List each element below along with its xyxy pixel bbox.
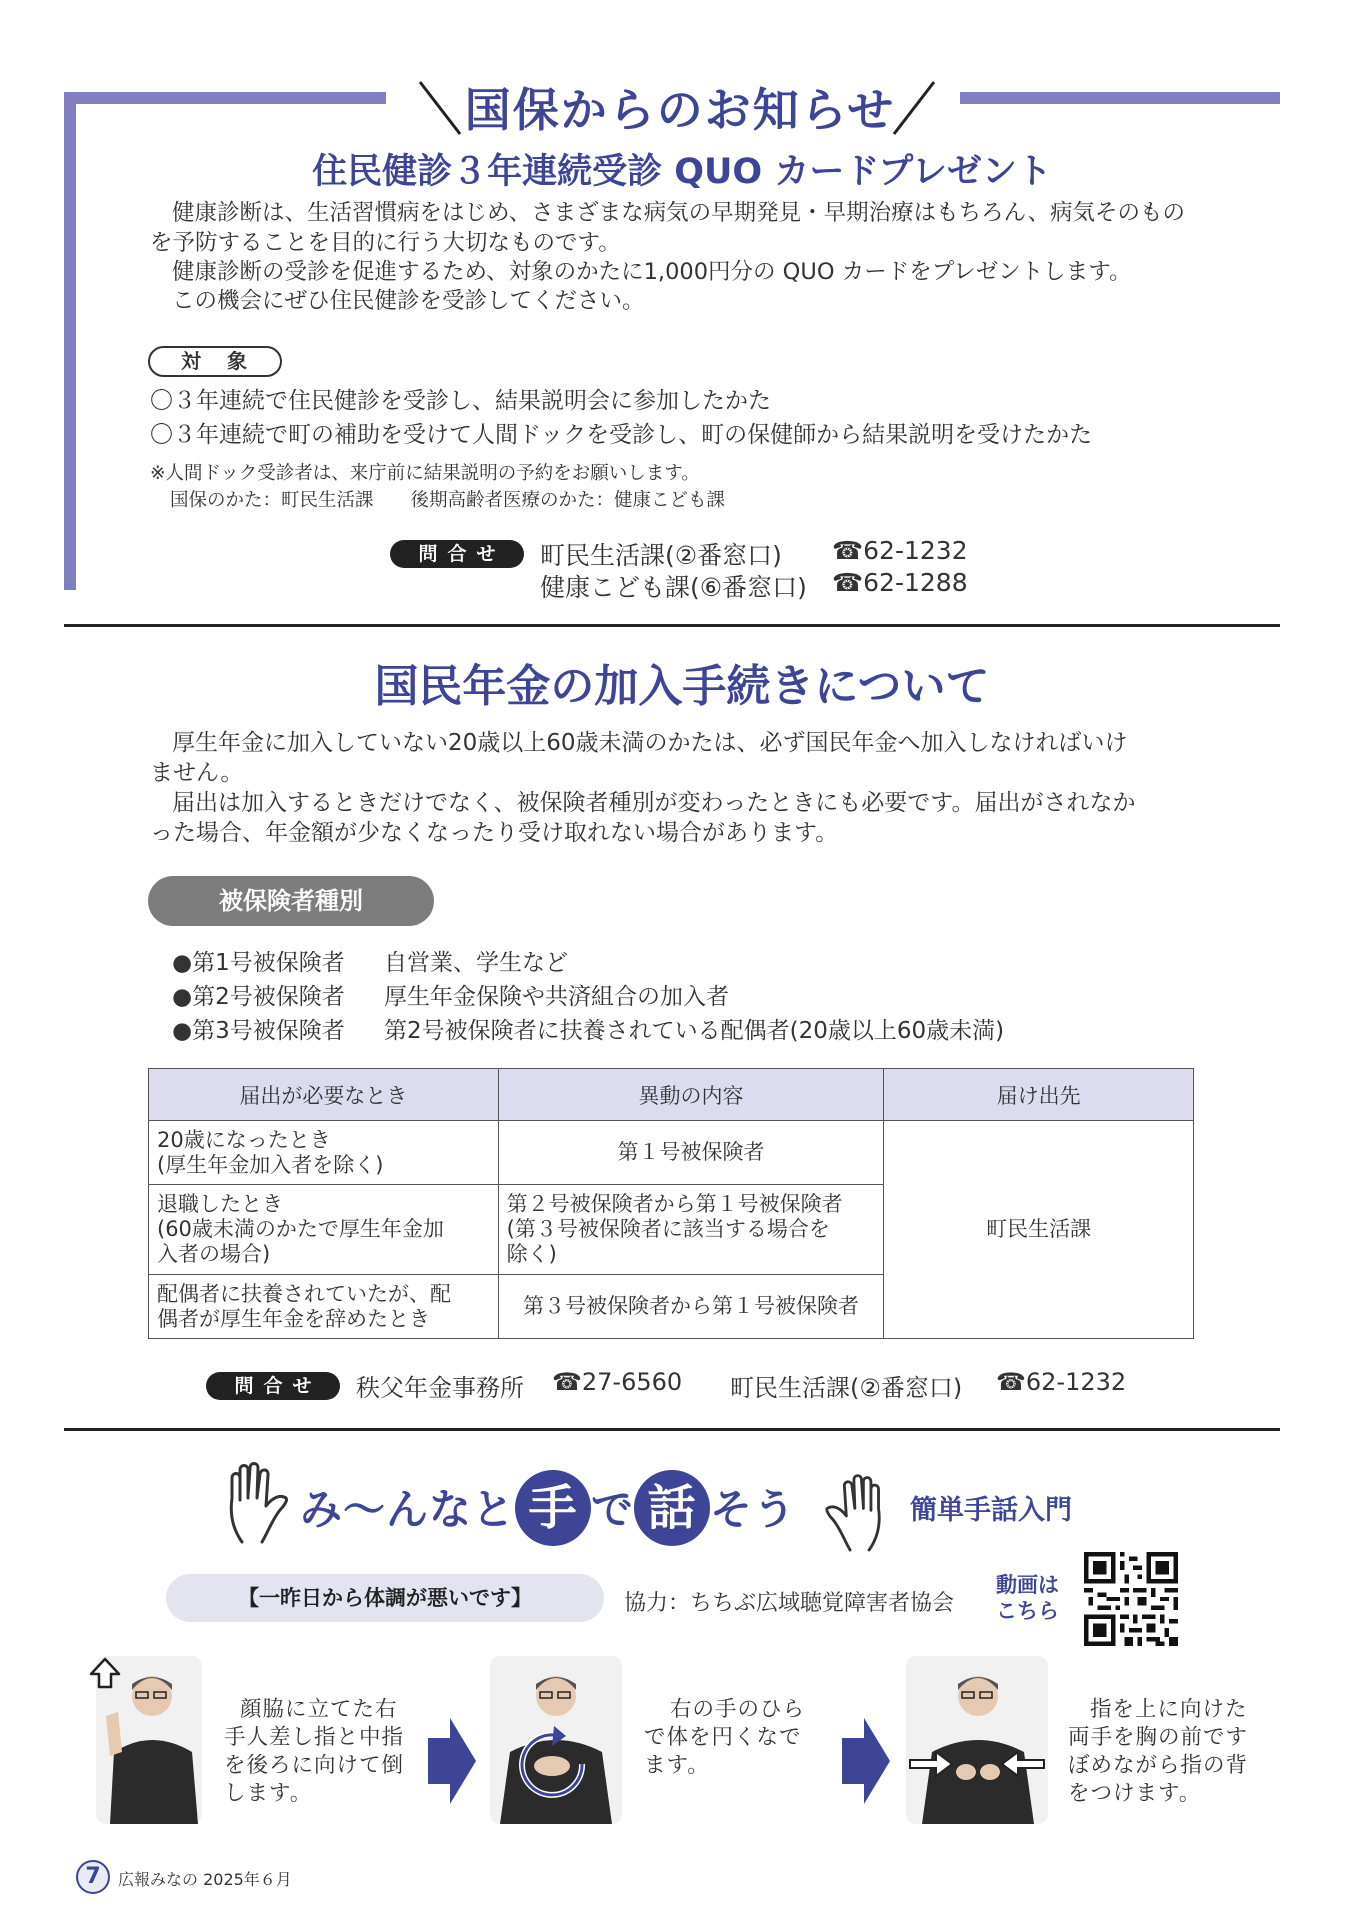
qr-code-icon[interactable]	[1084, 1552, 1178, 1646]
up-arrow-icon	[88, 1656, 122, 1690]
person-icon	[490, 1656, 622, 1824]
table-header-row	[149, 1069, 1194, 1121]
inquiry-label-1: 問合せ	[390, 540, 524, 568]
note-1: ※人間ドック受診者は、来庁前に結果説明の予約をお願いします。	[150, 463, 700, 484]
table-row	[149, 1121, 1194, 1185]
section2-paragraph-3: 届出は加入するときだけでなく、被保険者種別が変わったときにも必要です。届出がされなか	[172, 790, 1136, 816]
step-3-text: 指を上に向けた 両手を胸の前です ぼめながら指の背 をつけます。	[1068, 1697, 1249, 1806]
contact-name: 町民生活課(②番窓口)	[730, 1374, 963, 1402]
table-cell-when: 配偶者に扶養されていたが、配 偶者が厚生年金を辞めたとき	[149, 1275, 499, 1339]
section1-subtitle: 住民健診３年連続受診 QUO カードプレゼント	[312, 152, 1052, 192]
sign-language-intro: 簡単手話入門	[910, 1495, 1072, 1526]
contact-name: 町民生活課(②番窓口)	[540, 541, 782, 570]
next-arrow-icon	[842, 1716, 892, 1806]
section2-paragraph-4: った場合、年金額が少なくなったり受け取れない場合があります。	[150, 820, 839, 846]
section1-frame-top-right	[960, 92, 1280, 104]
target-item-1: 〇３年連続で住民健診を受診し、結果説明会に参加したかた	[150, 388, 771, 414]
step-1-text: 顔脇に立てた右 手人差し指と中指 を後ろに向けて倒 します。	[224, 1697, 405, 1806]
contact-name: 秩父年金事務所	[356, 1374, 524, 1402]
contact-phone: ☎62-1232	[832, 536, 968, 565]
talk-char: 話	[634, 1470, 710, 1546]
section2-title: 国民年金の加入手続きについて	[374, 661, 990, 712]
category-desc: 自営業、学生など	[384, 950, 568, 976]
person-icon	[906, 1656, 1048, 1824]
table-cell-when: 退職したとき (60歳未満のかたで厚生年金加 入者の場合)	[149, 1185, 499, 1275]
table-header: 異動の内容	[498, 1069, 884, 1121]
category-name: ●第1号被保険者	[172, 950, 345, 976]
section-divider	[64, 624, 1280, 627]
procedure-table	[148, 1068, 1194, 1339]
signer-photo-3	[906, 1656, 1048, 1824]
contact-phone: ☎27-6560	[552, 1368, 683, 1396]
section2-paragraph-2: ません。	[150, 760, 244, 786]
table-header: 届出が必要なとき	[149, 1069, 499, 1121]
section1-paragraph-1: 健康診断は、生活習慣病をはじめ、さまざまな病気の早期発見・早期治療はもちろん、病気そのもの	[172, 200, 1185, 226]
section1-paragraph-4: この機会にぜひ住民健診を受診してください。	[172, 288, 645, 314]
table-cell-change: 第１号被保険者	[498, 1121, 884, 1185]
hand-char: 手	[515, 1470, 591, 1546]
contact-phone: ☎62-1232	[996, 1368, 1127, 1396]
contact-phone: ☎62-1288	[832, 568, 968, 597]
category-desc: 厚生年金保険や共済組合の加入者	[384, 984, 729, 1010]
table-cell-change: 第３号被保険者から第１号被保険者	[498, 1275, 884, 1339]
inquiry-label-2: 問合せ	[206, 1372, 340, 1400]
next-arrow-icon	[428, 1716, 478, 1806]
table-header: 届け出先	[884, 1069, 1194, 1121]
page-number: 7	[76, 1860, 110, 1894]
table-cell-change: 第２号被保険者から第１号被保険者 (第３号被保険者に該当する場合を 除く)	[498, 1185, 884, 1275]
footer-text: 広報みなの 2025年６月	[118, 1870, 292, 1889]
hand-right-icon	[816, 1474, 888, 1554]
hand-left-icon	[222, 1462, 298, 1546]
category-label: 被保険者種別	[148, 876, 434, 926]
cooperation-text: 協力：ちちぶ広域聴覚障害者協会	[624, 1591, 955, 1616]
note-2: 国保のかた：町民生活課 後期高齢者医療のかた：健康こども課	[170, 490, 726, 511]
table-cell-destination: 町民生活課	[884, 1121, 1194, 1339]
target-item-2: 〇３年連続で町の補助を受けて人間ドックを受診し、町の保健師から結果説明を受けたかた	[150, 422, 1093, 448]
category-name: ●第2号被保険者	[172, 984, 345, 1010]
section1-frame-left	[64, 92, 76, 590]
video-link[interactable]: 動画は こちら	[996, 1573, 1059, 1623]
section1-paragraph-2: を予防することを目的に行う大切なものです。	[150, 230, 621, 256]
category-name: ●第3号被保険者	[172, 1018, 345, 1044]
step-2-text: 右の手のひら で体を円くなで ます。	[644, 1697, 806, 1778]
sign-language-title: み〜んなと 手 で 話 そう	[300, 1470, 796, 1546]
section1-title: 国保からのお知らせ	[464, 83, 896, 137]
section1-frame-top-left	[64, 92, 386, 104]
signer-photo-2	[490, 1656, 622, 1824]
phrase-label: 【一昨日から体調が悪いです】	[166, 1574, 604, 1622]
target-label: 対象	[148, 346, 282, 377]
section1-paragraph-3: 健康診断の受診を促進するため、対象のかたに1,000円分の QUO カードをプレゼントします。	[172, 259, 1132, 285]
contact-name: 健康こども課(⑥番窓口)	[540, 573, 807, 602]
section2-paragraph-1: 厚生年金に加入していない20歳以上60歳未満のかたは、必ず国民年金へ加入しなければいけ	[172, 730, 1128, 756]
section-divider	[64, 1428, 1280, 1431]
category-desc: 第2号被保険者に扶養されている配偶者(20歳以上60歳未満)	[384, 1018, 1005, 1044]
table-cell-when: 20歳になったとき (厚生年金加入者を除く)	[149, 1121, 499, 1185]
